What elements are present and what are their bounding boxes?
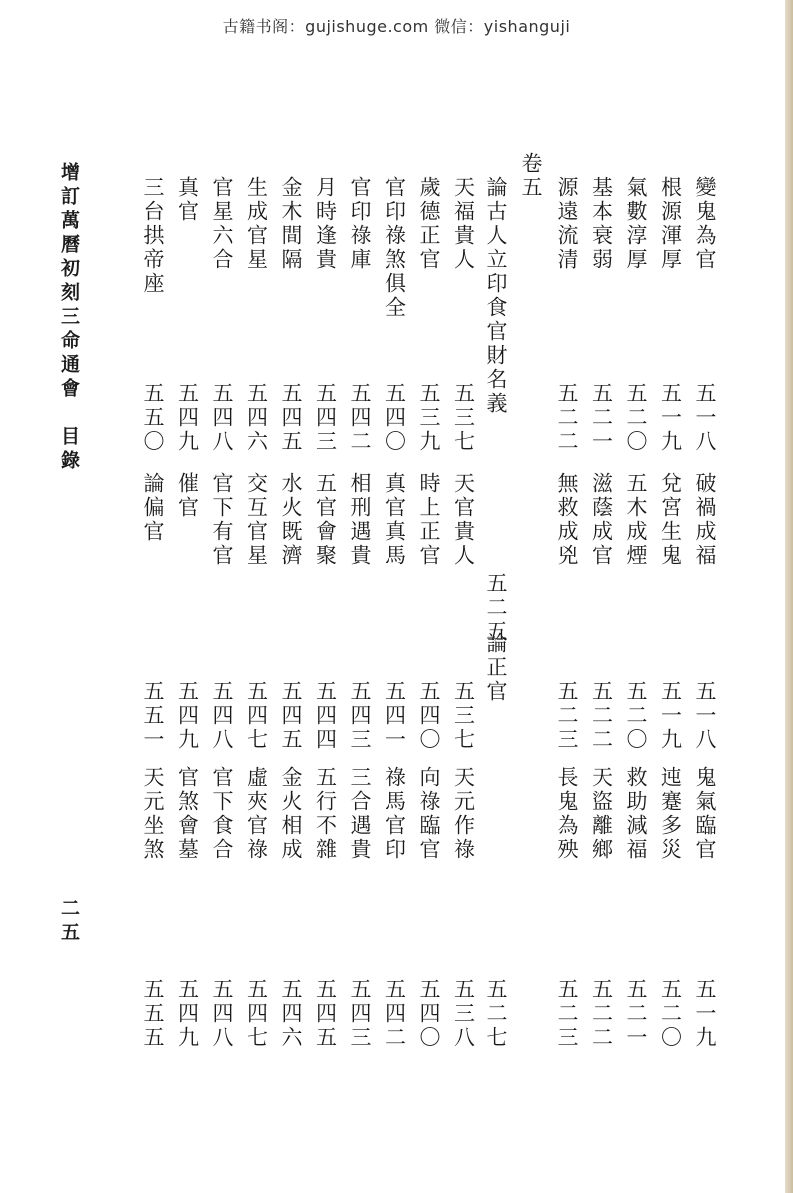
entry-page: 五四三 xyxy=(313,382,338,454)
entry-page: 五四四 xyxy=(313,680,338,752)
section-page: 五二五 xyxy=(484,572,508,644)
entry-title: 根源渾厚 xyxy=(658,176,683,272)
entry-page: 五二一 xyxy=(589,382,614,454)
entry-title: 官星六合 xyxy=(210,176,234,272)
entry-page: 五二二 xyxy=(589,680,614,752)
entry-page: 五四八 xyxy=(210,978,234,1050)
entry-page: 五二三 xyxy=(555,978,579,1050)
entry-title: 論偏官 xyxy=(141,472,165,544)
entry-page: 五四〇 xyxy=(417,680,441,752)
entry-title: 官下食合 xyxy=(210,766,234,862)
entry-title: 天官貴人 xyxy=(451,472,476,568)
entry-page: 五四三 xyxy=(348,680,372,752)
entry-page: 五四五 xyxy=(279,680,303,752)
juan-title: 卷五 xyxy=(519,152,543,200)
page-number: 二五 xyxy=(58,898,80,946)
entry-page: 五四九 xyxy=(175,382,200,454)
entry-title: 天元作祿 xyxy=(451,766,476,862)
entry-title: 三台拱帝座 xyxy=(141,176,165,296)
entry-title: 變鬼為官 xyxy=(693,176,717,272)
entry-page: 五四九 xyxy=(175,680,200,752)
entry-title: 基本衰弱 xyxy=(589,176,614,272)
entry-page: 五四七 xyxy=(244,680,269,752)
entry-page: 五四六 xyxy=(244,382,269,454)
section-page-2: 五二七 xyxy=(484,978,508,1050)
entry-title: 真官真馬 xyxy=(382,472,407,568)
entry-page: 五四六 xyxy=(279,978,303,1050)
entry-title: 天元坐煞 xyxy=(141,766,165,862)
entry-title: 救助減福 xyxy=(624,766,648,862)
entry-page: 五二二 xyxy=(555,382,579,454)
entry-page: 五二〇 xyxy=(624,680,648,752)
entry-page: 五三八 xyxy=(451,978,476,1050)
entry-title: 金火相成 xyxy=(279,766,303,862)
entry-title: 時上正官 xyxy=(417,472,441,568)
entry-title: 官印祿煞俱全 xyxy=(382,176,407,320)
entry-page: 五三七 xyxy=(451,680,476,752)
entry-page: 五四八 xyxy=(210,680,234,752)
entry-title: 催官 xyxy=(175,472,200,520)
entry-title: 水火既濟 xyxy=(279,472,303,568)
entry-page: 五四七 xyxy=(244,978,269,1050)
entry-page: 五二一 xyxy=(624,978,648,1050)
entry-page: 五一九 xyxy=(693,978,717,1050)
entry-page: 五二〇 xyxy=(658,978,683,1050)
entry-title: 天福貴人 xyxy=(451,176,476,272)
entry-page: 五四九 xyxy=(175,978,200,1050)
entry-title: 歲德正官 xyxy=(417,176,441,272)
entry-title: 金木間隔 xyxy=(279,176,303,272)
entry-title: 五官會聚 xyxy=(313,472,338,568)
entry-title: 源遠流清 xyxy=(555,176,579,272)
entry-title: 滋蔭成官 xyxy=(589,472,614,568)
entry-title: 三合遇貴 xyxy=(348,766,372,862)
entry-title: 虛夾官祿 xyxy=(244,766,269,862)
entry-title: 天盜離鄉 xyxy=(589,766,614,862)
entry-title: 官煞會墓 xyxy=(175,766,200,862)
entry-title: 迍蹇多災 xyxy=(658,766,683,862)
watermark-header: 古籍书阁：gujishuge.com 微信：yishanguji xyxy=(222,17,571,36)
entry-page: 五五〇 xyxy=(141,382,165,454)
entry-title: 祿馬官印 xyxy=(382,766,407,862)
entry-page: 五五五 xyxy=(141,978,165,1050)
entry-page: 五二二 xyxy=(589,978,614,1050)
entry-page: 五一九 xyxy=(658,382,683,454)
entry-title: 交互官星 xyxy=(244,472,269,568)
entry-page: 五一八 xyxy=(693,680,717,752)
section-title: 論古人立印食官財名義 xyxy=(484,176,508,416)
entry-title: 鬼氣臨官 xyxy=(693,766,717,862)
entry-page: 五四五 xyxy=(313,978,338,1050)
entry-title: 兌宮生鬼 xyxy=(658,472,683,568)
entry-title: 生成官星 xyxy=(244,176,269,272)
entry-title: 長鬼為殃 xyxy=(555,766,579,862)
entry-title: 五木成煙 xyxy=(624,472,648,568)
entry-page: 五四二 xyxy=(348,382,372,454)
entry-page: 五四〇 xyxy=(382,382,407,454)
entry-page: 五四五 xyxy=(279,382,303,454)
entry-title: 氣數淳厚 xyxy=(624,176,648,272)
entry-page: 五四一 xyxy=(382,680,407,752)
page-edge xyxy=(785,0,793,1193)
entry-page: 五三七 xyxy=(451,382,476,454)
entry-title: 月時逢貴 xyxy=(313,176,338,272)
entry-page: 五二三 xyxy=(555,680,579,752)
entry-title: 官印祿庫 xyxy=(348,176,372,272)
entry-title: 向祿臨官 xyxy=(417,766,441,862)
entry-page: 五三九 xyxy=(417,382,441,454)
entry-title: 破禍成福 xyxy=(693,472,717,568)
entry-page: 五四三 xyxy=(348,978,372,1050)
entry-page: 五一九 xyxy=(658,680,683,752)
entry-title: 無救成兇 xyxy=(555,472,579,568)
entry-title: 五行不雜 xyxy=(313,766,338,862)
entry-title: 真官 xyxy=(175,176,200,224)
entry-page: 五四二 xyxy=(382,978,407,1050)
entry-title: 相刑遇貴 xyxy=(348,472,372,568)
entry-page: 五四〇 xyxy=(417,978,441,1050)
book-title-running-head: 增訂萬曆初刻三命通會 目錄 xyxy=(58,162,80,474)
entry-page: 五五一 xyxy=(141,680,165,752)
entry-page: 五四八 xyxy=(210,382,234,454)
entry-title: 官下有官 xyxy=(210,472,234,568)
entry-page: 五二〇 xyxy=(624,382,648,454)
entry-page: 五一八 xyxy=(693,382,717,454)
section-title-2: 論正官 xyxy=(484,632,508,704)
